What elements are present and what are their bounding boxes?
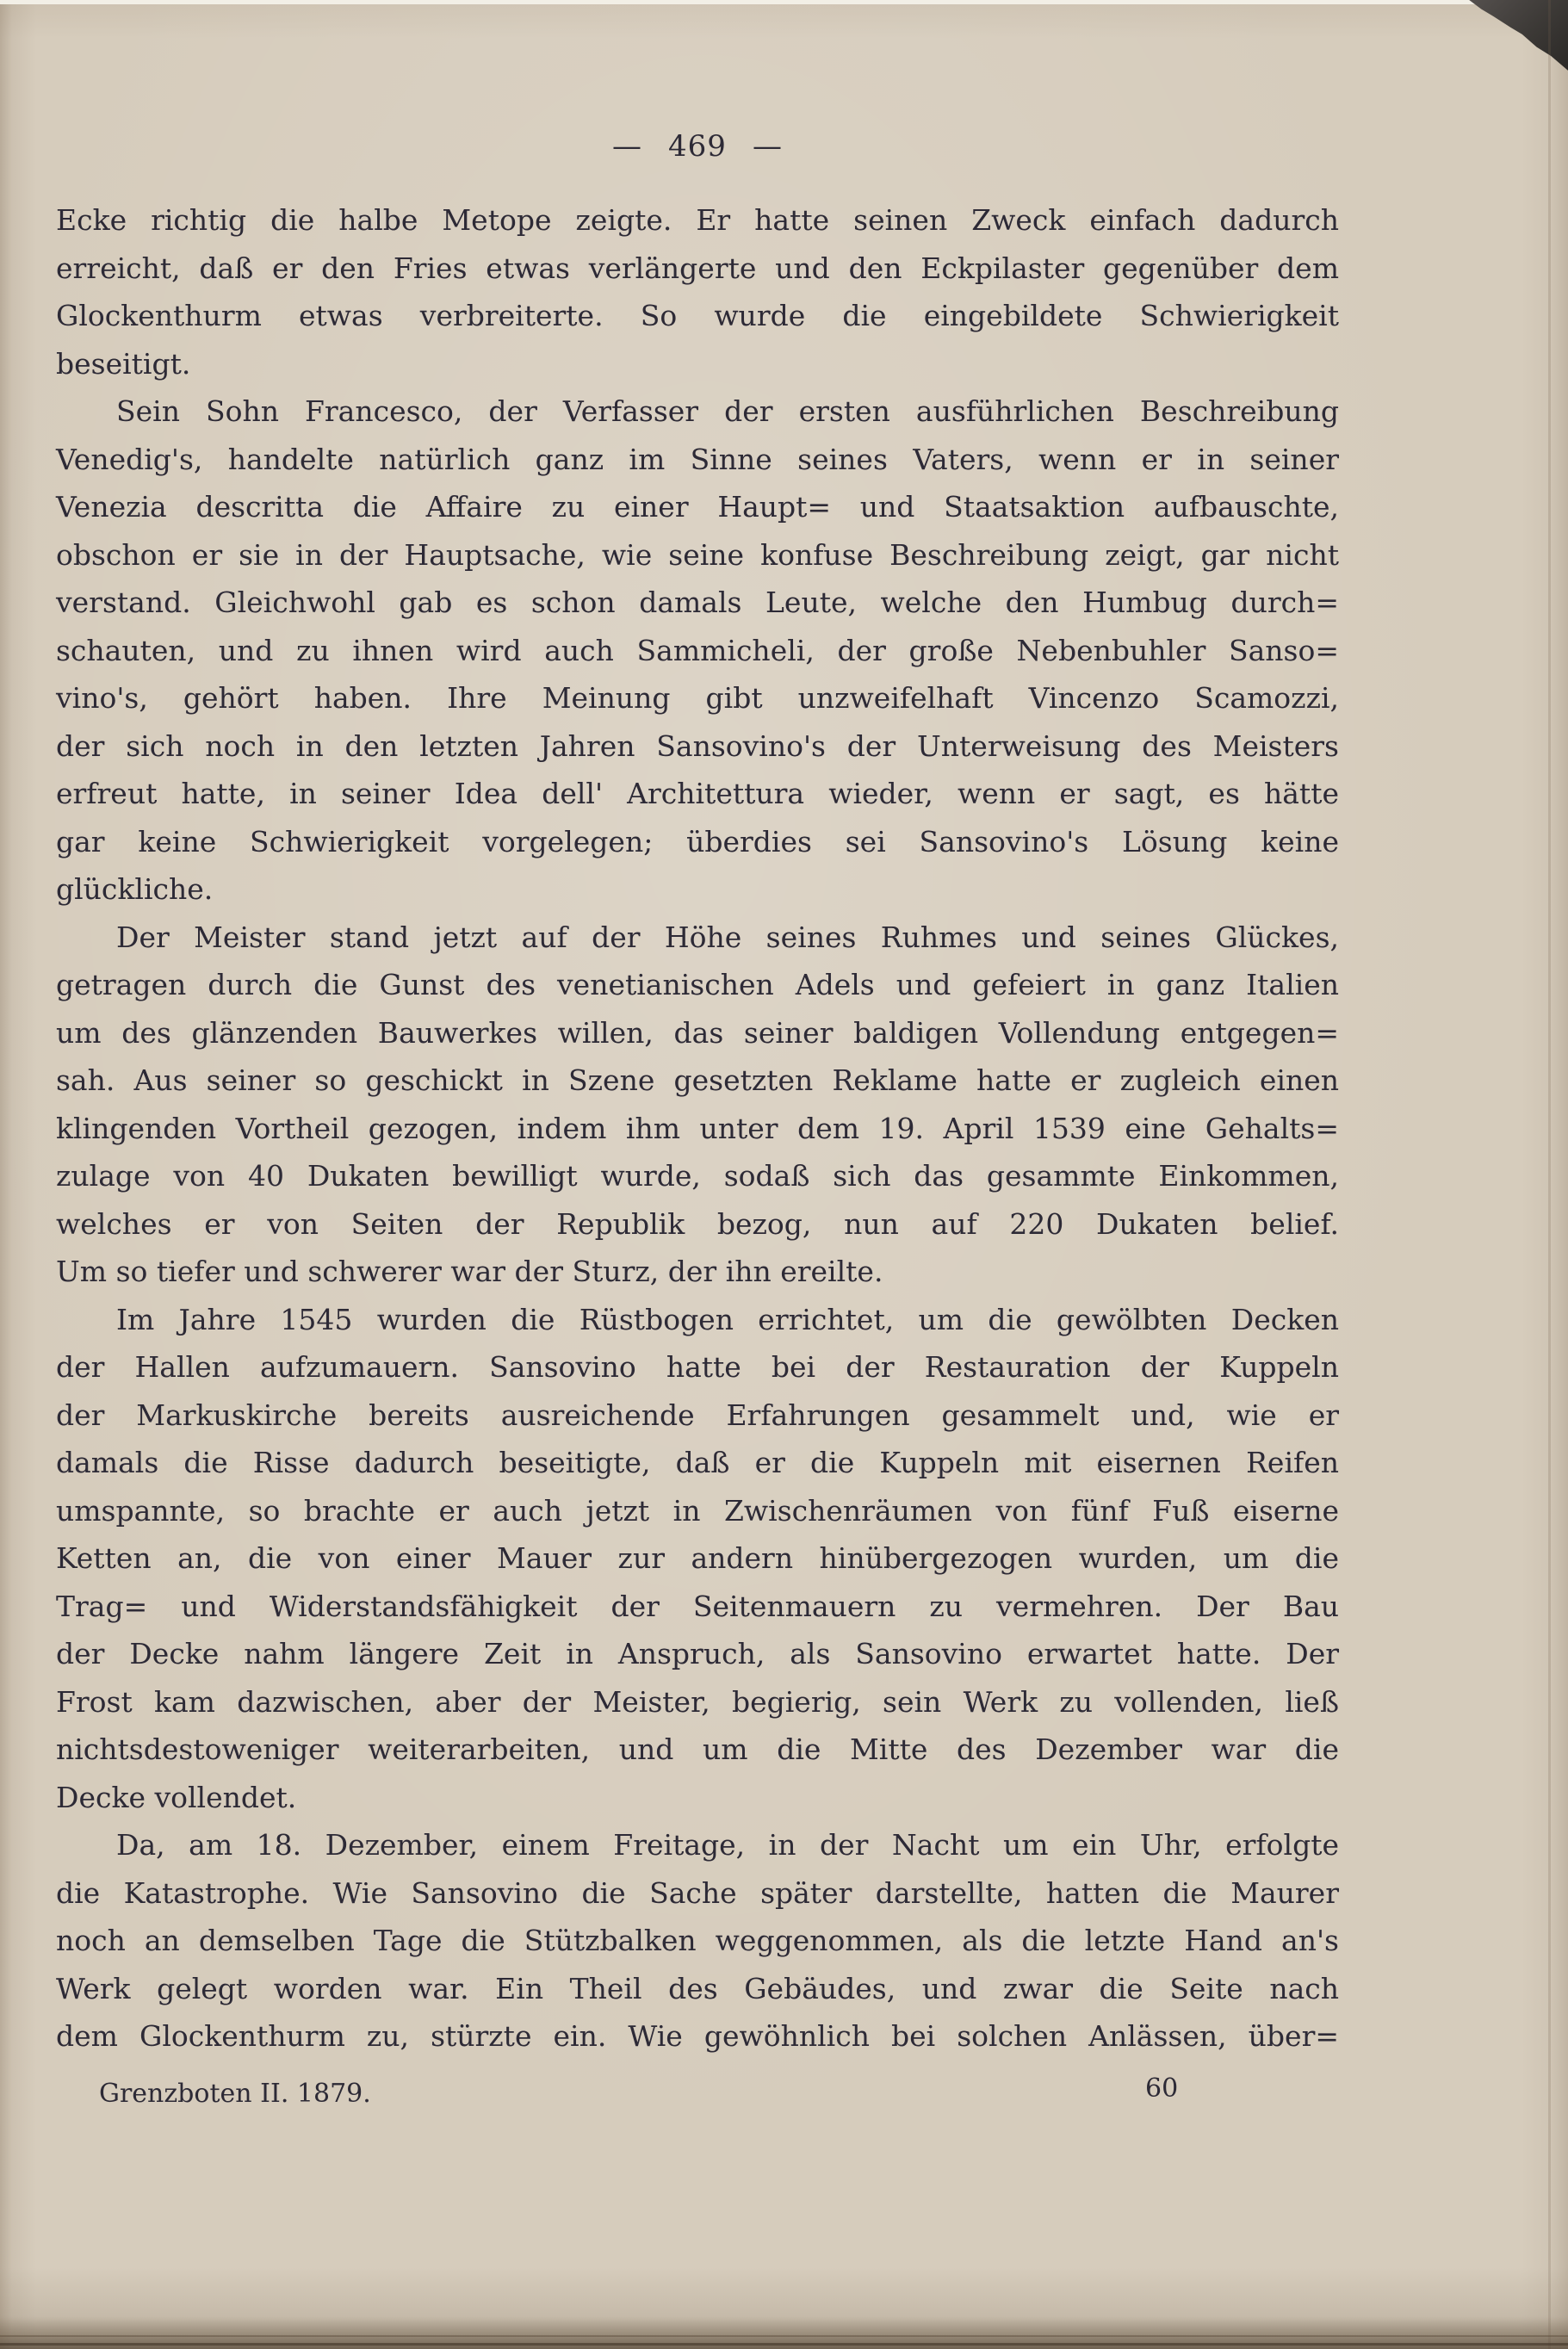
text-line: Venedig's, handelte natürlich ganz im Sinne seines Vaters, wenn er in seiner xyxy=(56,442,1339,476)
text-line: Trag= und Widerstandsfähigkeit der Seitenmauern zu vermehren. Der Bau xyxy=(56,1589,1339,1623)
page-header xyxy=(56,129,1339,164)
header-right-dash: — xyxy=(752,129,783,164)
scan-edge-top xyxy=(0,0,1568,4)
text-line: um des glänzenden Bauwerkes willen, das seiner baldigen Vollendung entgegen= xyxy=(56,1015,1339,1050)
text-line: Der Meister stand jetzt auf der Höhe seines Ruhmes und seines Glückes, xyxy=(116,920,1339,954)
footer-imprint: Grenzboten II. 1879. xyxy=(99,2079,371,2109)
text-line: schauten, und zu ihnen wird auch Sammicheli, der große Nebenbuhler Sanso= xyxy=(56,633,1339,667)
text-line: umspannte, so brachte er auch jetzt in Zwischenräumen von fünf Fuß eiserne xyxy=(56,1493,1339,1528)
text-block xyxy=(56,196,1339,2061)
text-line: beseitigt. xyxy=(56,346,191,381)
text-line: Venezia descritta die Affaire zu einer Haupt= und Staatsaktion aufbauschte, xyxy=(56,490,1339,524)
text-line: dem Glockenthurm zu, stürzte ein. Wie gewöhnlich bei solchen Anlässen, über= xyxy=(56,2019,1339,2053)
text-line: Im Jahre 1545 wurden die Rüstbogen errichtet, um die gewölbten Decken xyxy=(116,1302,1339,1336)
text-line: Glockenthurm etwas verbreiterte. So wurde die eingebildete Schwierigkeit xyxy=(56,299,1339,332)
text-line: der Markuskirche bereits ausreichende Erfahrungen gesammelt und, wie er xyxy=(56,1398,1339,1432)
text-line: Decke vollendet. xyxy=(56,1780,297,1814)
text-line: Werk gelegt worden war. Ein Theil des Gebäudes, und zwar die Seite nach xyxy=(56,1971,1339,2005)
sheet-signature: 60 xyxy=(1145,2073,1179,2104)
header-left-dash: — xyxy=(612,129,643,164)
text-line: Um so tiefer und schwerer war der Sturz, der ihn ereilte. xyxy=(56,1255,883,1288)
text-line: erfreut hatte, in seiner Idea dell' Architettura wieder, wenn er sagt, es hätte xyxy=(56,777,1339,810)
text-line: damals die Risse dadurch beseitigte, daß er die Kuppeln mit eisernen Reifen xyxy=(56,1446,1339,1479)
text-line: Sein Sohn Francesco, der Verfasser der ersten ausführlichen Beschreibung xyxy=(116,394,1339,428)
text-line: der Hallen aufzumauern. Sansovino hatte bei der Restauration der Kuppeln xyxy=(56,1350,1339,1384)
page-footer xyxy=(0,2073,1568,2125)
text-line: noch an demselben Tage die Stützbalken weggenommen, als die letzte Hand an's xyxy=(56,1924,1339,1957)
text-line: verstand. Gleichwohl gab es schon damals Leute, welche den Humbug durch= xyxy=(56,586,1339,619)
text-line: zulage von 40 Dukaten bewilligt wurde, sodaß sich das gesammte Einkommen, xyxy=(56,1159,1339,1193)
page-number: 469 xyxy=(668,129,727,164)
text-line: welches er von Seiten der Republik bezog, nun auf 220 Dukaten belief. xyxy=(56,1206,1339,1241)
text-line: sah. Aus seiner so geschickt in Szene gesetzten Reklame hatte er zugleich einen xyxy=(56,1063,1339,1097)
text-line: Frost kam dazwischen, aber der Meister, begierig, sein Werk zu vollenden, ließ xyxy=(56,1684,1339,1719)
page-edge-crease xyxy=(1548,0,1551,2349)
text-line: erreicht, daß er den Fries etwas verlängerte und den Eckpilaster gegenüber dem xyxy=(56,251,1339,285)
text-line: der sich noch in den letzten Jahren Sansovino's der Unterweisung des Meisters xyxy=(56,728,1339,763)
text-line: Da, am 18. Dezember, einem Freitage, in der Nacht um ein Uhr, erfolgte xyxy=(116,1828,1339,1862)
page-bottom-edge-line xyxy=(0,2335,1568,2337)
text-line: vino's, gehört haben. Ihre Meinung gibt unzweifelhaft Vincenzo Scamozzi, xyxy=(56,681,1339,715)
text-line: der Decke nahm längere Zeit in Anspruch, als Sansovino erwartet hatte. Der xyxy=(56,1637,1339,1670)
text-line: die Katastrophe. Wie Sansovino die Sache später darstellte, hatten die Maurer xyxy=(56,1875,1339,1910)
text-line: glückliche. xyxy=(56,872,214,906)
text-line: Ecke richtig die halbe Metope zeigte. Er hatte seinen Zweck einfach dadurch xyxy=(56,203,1339,237)
text-line: Ketten an, die von einer Mauer zur andern hinübergezogen wurden, um die xyxy=(56,1541,1339,1575)
text-line: obschon er sie in der Hauptsache, wie seine konfuse Beschreibung zeigt, gar nicht xyxy=(56,537,1339,572)
text-line: gar keine Schwierigkeit vorgelegen; überdies sei Sansovino's Lösung keine xyxy=(56,824,1339,858)
text-line: getragen durch die Gunst des venetianischen Adels und gefeiert in ganz Italien xyxy=(56,968,1339,1001)
text-line: nichtsdestoweniger weiterarbeiten, und um die Mitte des Dezember war die xyxy=(56,1732,1339,1766)
text-line: klingenden Vortheil gezogen, indem ihm unter dem 19. April 1539 eine Gehalts= xyxy=(56,1111,1339,1145)
page-bottom-edge-line xyxy=(0,2343,1568,2346)
